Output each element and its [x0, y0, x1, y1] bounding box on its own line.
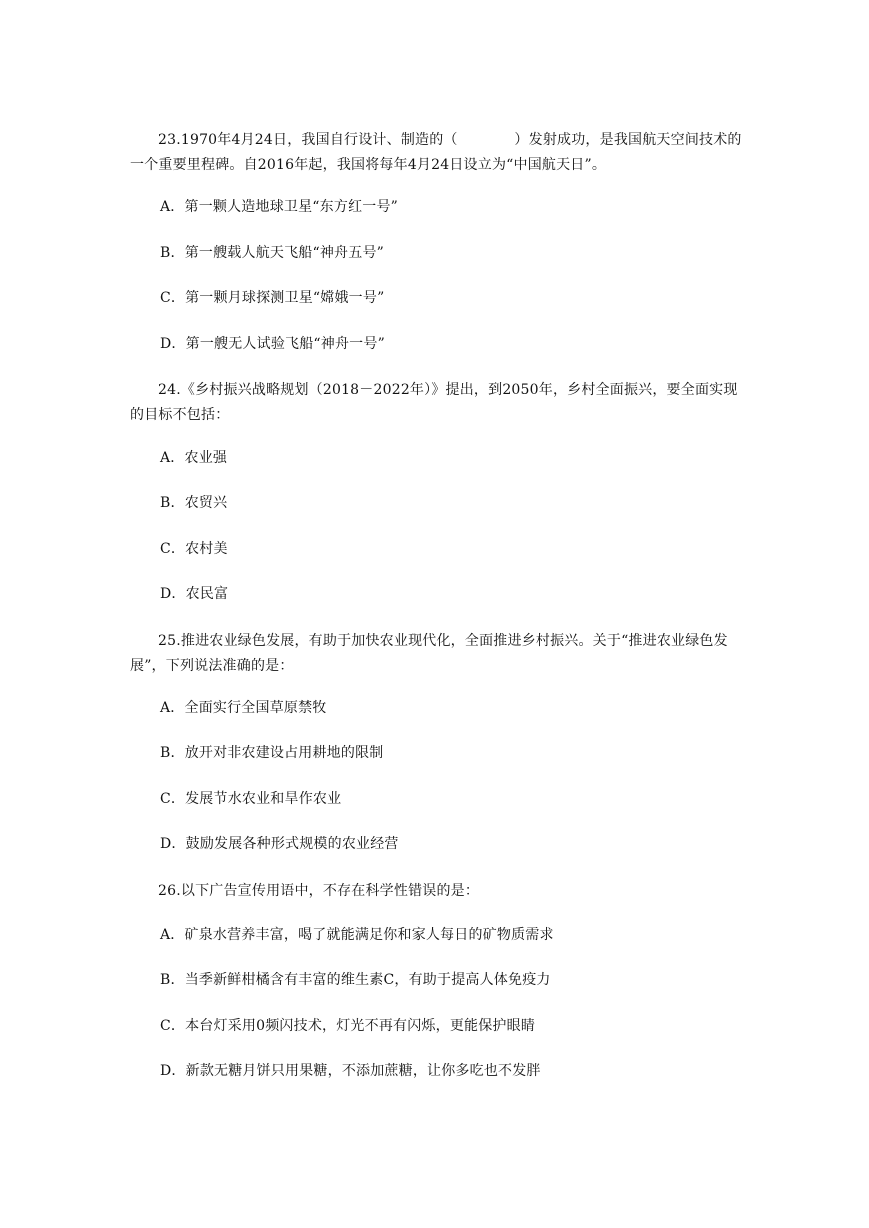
- question-24: [130, 378, 742, 428]
- option-d: D．第一艘无人试验飞船“神舟一号”: [160, 336, 385, 352]
- question-23: [130, 128, 742, 178]
- question-26: [130, 879, 742, 904]
- question-stem: 25.推进农业绿色发展，有助于加快农业现代化，全面推进乡村振兴。关于“推进农业绿色发展”，下列说法准确的是：: [130, 633, 728, 674]
- option-b: B．放开对非农建设占用耕地的限制: [160, 745, 384, 761]
- option-c: C．发展节水农业和旱作农业: [160, 791, 342, 807]
- question-stem: 26.以下广告宣传用语中，不存在科学性错误的是：: [158, 883, 480, 899]
- option-b: B．第一艘载人航天飞船“神舟五号”: [160, 245, 385, 261]
- option-c: C．农村美: [160, 541, 228, 557]
- question-25: [130, 629, 742, 679]
- option-c: C．本台灯采用0频闪技术，灯光不再有闪烁，更能保护眼睛: [160, 1018, 536, 1034]
- question-stem: 23.1970年4月24日，我国自行设计、制造的（ ）发射成功，是我国航天空间技术的一个重要里程碑。自2016年起，我国将每年4月24日设立为“中国航天日”。: [130, 132, 742, 173]
- option-b: B．当季新鲜柑橘含有丰富的维生素C，有助于提高人体免疫力: [160, 972, 551, 988]
- option-b: B．农贸兴: [160, 495, 228, 511]
- option-a: A．矿泉水营养丰富，喝了就能满足你和家人每日的矿物质需求: [160, 927, 554, 943]
- option-a: A．全面实行全国草原禁牧: [160, 700, 327, 716]
- option-c: C．第一颗月球探测卫星“嫦娥一号”: [160, 290, 385, 306]
- option-d: D．农民富: [160, 586, 229, 602]
- option-a: A．第一颗人造地球卫星“东方红一号”: [160, 199, 399, 215]
- option-d: D．鼓励发展各种形式规模的农业经营: [160, 836, 399, 852]
- question-stem: 24.《乡村振兴战略规划（2018－2022年）》提出，到2050年，乡村全面振兴，要全面实现的目标不包括：: [130, 382, 738, 423]
- option-a: A．农业强: [160, 450, 228, 466]
- option-d: D．新款无糖月饼只用果糖，不添加蔗糖，让你多吃也不发胖: [160, 1063, 541, 1079]
